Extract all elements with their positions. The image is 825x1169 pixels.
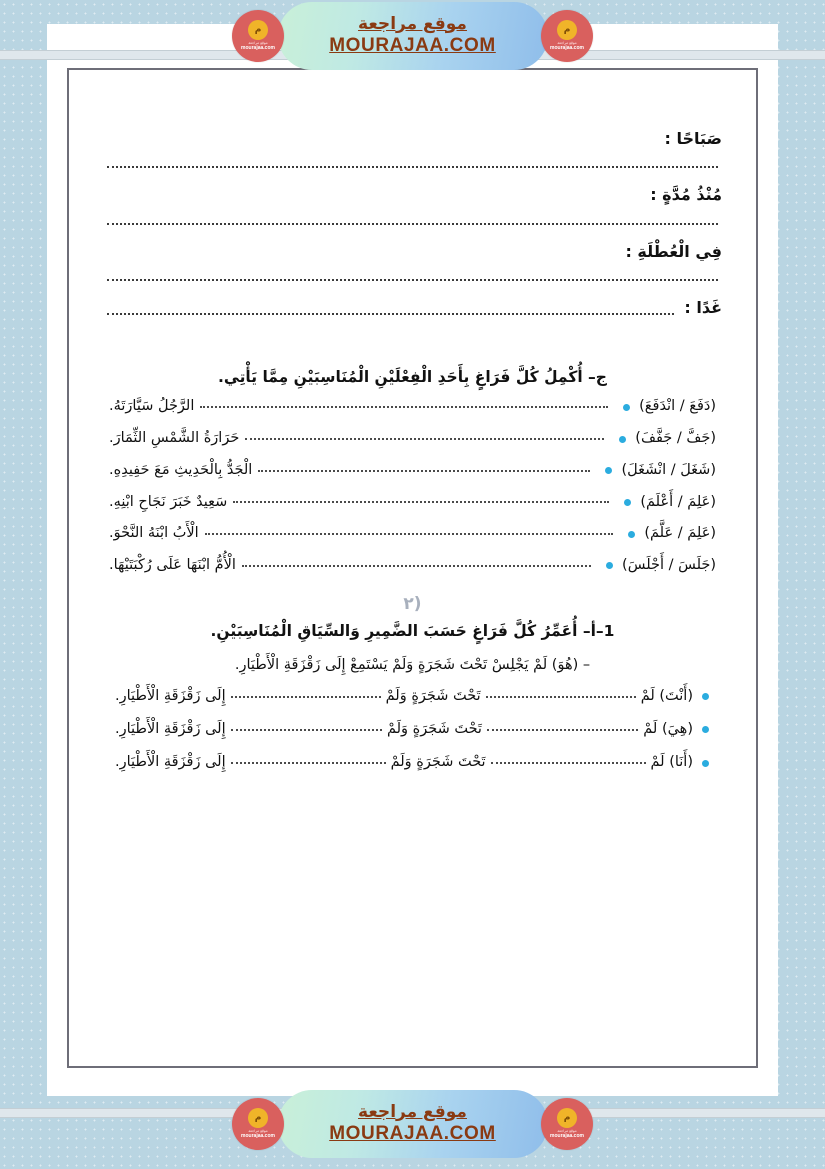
blank-row: [103, 237, 722, 267]
bottom-banner: [0, 1088, 825, 1160]
fill-row: [103, 423, 722, 455]
exercise-1a-rows: [103, 680, 722, 780]
blank-label: صَبَاحًا :: [664, 129, 722, 148]
pronoun-prefix: (هِيَ) لَمْ: [643, 721, 693, 738]
bullet-icon: [624, 499, 631, 506]
verb-pair-options: (عَلِمَ / عَلَّمَ): [644, 525, 716, 542]
exercise-c-heading: ج– أُكْمِلُ كُلَّ فَرَاغٍ بِأَحَدِ الْفِعْلَيْنِ الْمُنَاسِبَيْنِ مِمَّا يَأْتِي.: [218, 367, 607, 386]
sentence-tail: الْأَبُ ابْنَهُ النَّحْوَ.: [109, 525, 199, 542]
page-frame-border: [67, 68, 758, 1068]
pronoun-middle: تَحْتَ شَجَرَةٍ وَلَمْ: [386, 721, 482, 738]
pronoun-prefix: (أَنَا) لَمْ: [650, 754, 693, 771]
logo-arabic-text: موقع مراجعة: [248, 1129, 268, 1134]
pronoun-row: [103, 746, 722, 779]
logo-url-text: mourajaa.com: [241, 1133, 275, 1140]
logo-url-text: mourajaa.com: [550, 45, 584, 52]
bullet-icon: [606, 562, 613, 569]
site-logo-right: [541, 1098, 593, 1150]
sentence-tail: سَعِيدٌ خَبَرَ نَجَاحِ ابْنِهِ.: [109, 493, 228, 510]
logo-book-icon: م: [557, 1108, 577, 1128]
brand-url[interactable]: MOURAJAA.COM: [329, 1123, 496, 1145]
answer-blank[interactable]: [491, 762, 646, 764]
answer-blank[interactable]: [200, 406, 608, 408]
fill-row: [103, 550, 722, 582]
pronoun-suffix: إِلَى زَقْزَقَةِ الْأَطْيَارِ.: [115, 721, 226, 738]
pronoun-middle: تَحْتَ شَجَرَةٍ وَلَمْ: [390, 754, 486, 771]
brand-arabic-title: موقع مراجعة: [358, 13, 467, 34]
answer-blank[interactable]: [231, 729, 382, 731]
blank-label: فِي الْعُطْلَةِ :: [625, 241, 722, 261]
logo-arabic-text: موقع مراجعة: [557, 1129, 577, 1134]
answer-blank[interactable]: [205, 533, 614, 535]
top-banner: [0, 0, 825, 72]
fill-row: [103, 455, 722, 487]
bullet-icon: [619, 436, 626, 443]
verb-pair-options: (عَلِمَ / أَعْلَمَ): [640, 493, 716, 510]
sentence-tail: الْجَدُّ بِالْحَدِيثِ مَعَ حَفِيدِهِ.: [109, 461, 253, 478]
sentence-tail: حَرَارَةُ الشَّمْسِ الثِّمَارَ.: [109, 430, 240, 447]
logo-arabic-text: موقع مراجعة: [557, 41, 577, 46]
bullet-icon: [605, 467, 612, 474]
pronoun-row: [103, 680, 722, 713]
answer-dotted-line[interactable]: [103, 211, 722, 237]
exercise-c-rows: [103, 391, 722, 581]
site-brand-pill-top[interactable]: [278, 2, 548, 70]
answer-blank[interactable]: [233, 501, 609, 503]
pronoun-row: [103, 713, 722, 746]
pronoun-prefix: (أَنْتَ) لَمْ: [640, 688, 693, 705]
blank-label: غَدًا :: [684, 298, 722, 318]
verb-pair-options: (جَفَّ / جَفَّفَ): [635, 430, 716, 447]
brand-url[interactable]: MOURAJAA.COM: [329, 35, 496, 57]
verb-pair-options: (دَفَعَ / انْدَفَعَ): [639, 398, 716, 415]
blank-row: [103, 124, 722, 154]
exercise-1a-example: – (هُوَ) لَمْ يَجْلِسْ تَحْتَ شَجَرَةٍ وَلَمْ يَسْتَمِعْ إِلَى زَقْزَقَةِ الْأَطْيَارِ.: [234, 656, 591, 673]
answer-dotted-line[interactable]: [107, 313, 674, 315]
pronoun-suffix: إِلَى زَقْزَقَةِ الْأَطْيَارِ.: [115, 754, 226, 771]
blank-row-inline: [103, 293, 722, 323]
bullet-icon: [623, 404, 630, 411]
worksheet-paper: [47, 24, 778, 1096]
answer-blank[interactable]: [487, 729, 638, 731]
spacer: [103, 324, 722, 364]
fill-row: [103, 487, 722, 519]
blank-row: [103, 180, 722, 210]
bullet-icon: [702, 693, 709, 700]
logo-book-icon: م: [248, 1108, 268, 1128]
site-logo-left: [232, 10, 284, 62]
answer-dotted-line[interactable]: [103, 267, 722, 293]
logo-book-icon: م: [248, 20, 268, 40]
exercise-number-marker: (٢: [403, 593, 422, 614]
top-blanks-section: [103, 124, 722, 324]
logo-url-text: mourajaa.com: [550, 1133, 584, 1140]
answer-blank[interactable]: [486, 696, 636, 698]
fill-row: [103, 391, 722, 423]
answer-dotted-line[interactable]: [103, 154, 722, 180]
logo-book-icon: م: [557, 20, 577, 40]
answer-blank[interactable]: [231, 762, 386, 764]
answer-blank[interactable]: [231, 696, 381, 698]
exercise-1a-heading: 1–أ– أُعَمِّرُ كُلَّ فَرَاغٍ حَسَبَ الضَّمِيرِ وَالسِّيَاقِ الْمُنَاسِبَيْنِ.: [210, 621, 615, 640]
verb-pair-options: (جَلَسَ / أَجْلَسَ): [622, 557, 716, 574]
site-logo-right: [541, 10, 593, 62]
site-brand-pill-bottom[interactable]: [278, 1090, 548, 1158]
verb-pair-options: (شَغَلَ / انْشَغَلَ): [621, 461, 716, 478]
bullet-icon: [628, 531, 635, 538]
blank-label: مُنْذُ مُدَّةٍ :: [650, 185, 722, 205]
pronoun-middle: تَحْتَ شَجَرَةٍ وَلَمْ: [385, 688, 481, 705]
bullet-icon: [702, 760, 709, 767]
fill-row: [103, 518, 722, 550]
sentence-tail: الرَّجُلُ سَيَّارَتَهُ.: [109, 398, 195, 415]
logo-arabic-text: موقع مراجعة: [248, 41, 268, 46]
site-logo-left: [232, 1098, 284, 1150]
answer-blank[interactable]: [245, 438, 604, 440]
answer-blank[interactable]: [242, 565, 591, 567]
pronoun-suffix: إِلَى زَقْزَقَةِ الْأَطْيَارِ.: [115, 688, 226, 705]
worksheet-content: [69, 70, 756, 1066]
logo-url-text: mourajaa.com: [241, 45, 275, 52]
sentence-tail: الْأُمُّ ابْنَهَا عَلَى رُكْبَتَيْهَا.: [109, 557, 236, 574]
brand-arabic-title: موقع مراجعة: [358, 1101, 467, 1122]
bullet-icon: [702, 726, 709, 733]
answer-blank[interactable]: [258, 470, 590, 472]
